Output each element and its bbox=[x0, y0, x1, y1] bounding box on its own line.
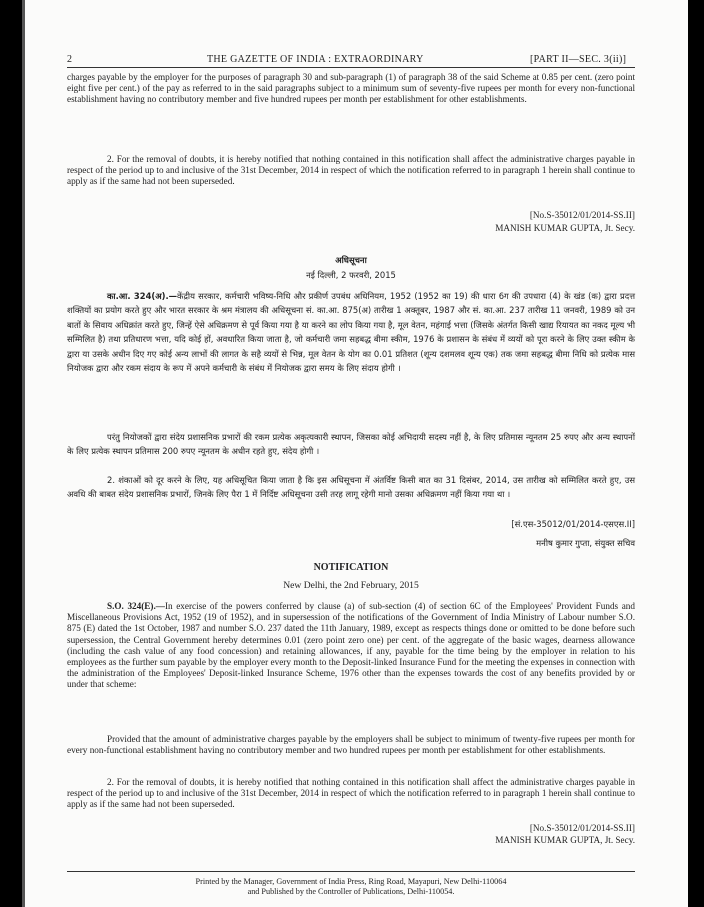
hindi-place-date: नई दिल्ली, 2 फरवरी, 2015 bbox=[306, 270, 396, 280]
english-paragraph-2-number: 2. bbox=[107, 777, 114, 787]
top-paragraph-2 bbox=[67, 154, 635, 188]
hindi-body bbox=[67, 289, 635, 375]
english-paragraph-2-text: For the removal of doubts, it is hereby notified that nothing contained in this notification shall affect the administrative charges payable in respect of the period up to and inclusive of the 31st December, 2014 in respect of which the notification referred to in paragraph 1 herein shall continue to apply as if the same had not been superseded. bbox=[67, 777, 636, 810]
english-heading: NOTIFICATION bbox=[313, 562, 389, 573]
hindi-body-text: केंद्रीय सरकार, कर्मचारी भविष्य-निधि और प्रकीर्ण उपबंध अधिनियम, 1952 (1952 का 19) की धारा 6ग की उपधारा (4) के खंड (क) द्वारा प्रदत्त शक्तियों का प्रयोग करते हुए और भारत सरकार के श्रम मंत्रालय की अधिसूचना सं. का.आ. 875(अ) तारीख 1 अक्तूबर, 1987 और सं. का.आ. 237 तारीख 11 जनवरी, 1989 को उन बातों के सिवाय अधिक्रांत करते हुए, जिन्हें ऐसे अधिक्रमण से पूर्व किया गया है या करने का लोप किया गया है, मूल वेतन, महंगाई भत्ता (जिसके अंतर्गत किसी खाद्य रियायत का नकद मूल्य भी सम्मिलित है) तथा प्रतिधारण भत्ता, यदि कोई हों, अवधारित किया जाता है, जो कर्मचारी जमा सहबद्ध बीमा स्कीम, 1976 के प्रशासन के संबंध में व्ययों को पूरा करने के लिए उक्त स्कीम के द्वारा या उसके अधीन दिए गए कोई अन्य लाभों की लागत के सहै व्ययों से भिन्न, मूल वेतन के योग का 0.01 प्रतिशत (शून्य दशमलव शून्य एक) तक जमा सहबद्ध बीमा निधि को प्रत्येक मास नियोजक द्वारा और रकम संदाय के रूप में अपने कर्मचारी के संबंध में नियोजक द्वारा समय के लिए संदाय होगी । bbox=[67, 291, 636, 374]
hindi-paragraph-2-text: शंकाओं को दूर करने के लिए, यह अधिसूचित किया जाता है कि इस अधिसूचना में अंतर्विष्ट किसी बात का 31 दिसंबर, 2014, उस तारीख को सम्मिलित करते हुए, उस अवधि की बाबत संदेय प्रशासनिक प्रभारों, जिनके लिए पैरा 1 में निर्दिष्ट अधिसूचना उसी तरह लागू रहेगी मानो उसका अधिक्रमण नहीं किया गया था । bbox=[67, 475, 635, 500]
english-paragraph-2 bbox=[67, 777, 635, 811]
footer-rule bbox=[67, 871, 635, 872]
english-proviso: Provided that the amount of administrative charges payable by the employers shall be subject to minimum of twenty-five rupees per month for every non-functional establishment having no contributory member and two hundred rupees per month per establishment for other establishments. bbox=[67, 734, 635, 756]
hindi-file-number: [सं.एस-35012/01/2014-एसएस.II] bbox=[511, 519, 635, 529]
english-so-label: S.O. 324(E).— bbox=[107, 601, 165, 611]
english-place-date: New Delhi, the 2nd February, 2015 bbox=[283, 580, 419, 591]
footer-line-2: and Published by the Controller of Publications, Delhi-110054. bbox=[247, 887, 455, 896]
english-body-text: In exercise of the powers conferred by clause (a) of sub-section (4) of section 6C of the Employees' Provident Funds and Miscellaneous Provisions Act, 1952 (19 of 1952), and in supersession of the notifications of the Government of India Ministry of Labour number S.O. 875 (E) dated the 1st October, 1987 and number S.O. 237 dated the 11th January, 1989, except as respects things done or omitted to be done before such supersession, the Central Government hereby determines 0.01 (zero point zero one) per cent. of the aggregate of the basic wages, dearness allowance (including the cash value of any food concession) and retaining allowances, if any, payable for the time being by the employer in relation to his employees as the further sum payable by the employer every month to the Deposit-linked Insurance Fund for the meeting the expenses in connection with the administration of the Employees' Deposit-linked Insurance Scheme, 1976 other than the expenses towards the cost of any benefits provided by or under that scheme: bbox=[67, 601, 635, 690]
hindi-so-label: का.आ. 324(अ).— bbox=[107, 291, 178, 301]
gazette-title: THE GAZETTE OF INDIA : EXTRAORDINARY bbox=[207, 54, 424, 65]
hindi-heading: अधिसूचना bbox=[335, 255, 367, 265]
hindi-proviso: परंतु नियोजकों द्वारा संदेय प्रशासनिक प्रभारों की रकम प्रत्येक अकृत्यकारी स्थापन, जिसका कोई अभिदायी सदस्य नहीं है, के लिए प्रतिमास न्यूनतम 25 रुपए और अन्य स्थापनों के लिए प्रत्येक स्थापन प्रतिमास 200 रुपए न्यूनतम के अधीन रहते हुए, संदेय होगी । bbox=[67, 432, 635, 457]
header-rule bbox=[67, 67, 635, 68]
gazette-page bbox=[22, 0, 688, 907]
english-body bbox=[67, 601, 635, 691]
gazette-part: [PART II—SEC. 3(ii)] bbox=[530, 54, 627, 65]
hindi-signatory: मनीष कुमार गुप्ता, संयुक्त सचिव bbox=[536, 538, 635, 548]
english-signatory: MANISH KUMAR GUPTA, Jt. Secy. bbox=[495, 835, 635, 845]
top-paragraph-2-text: For the removal of doubts, it is hereby notified that nothing contained in this notification shall affect the administrative charges payable in respect of the period up to and inclusive of the 31st December, 2014 in respect of which the notification referred to in paragraph 1 herein shall continue to apply as if the same had not been superseded. bbox=[67, 154, 636, 187]
top-file-number: [No.S-35012/01/2014-SS.II] bbox=[529, 210, 635, 220]
page-number: 2 bbox=[67, 54, 73, 65]
top-signatory: MANISH KUMAR GUPTA, Jt. Secy. bbox=[495, 223, 635, 233]
page-edge bbox=[22, 0, 25, 907]
continuation-paragraph: charges payable by the employer for the purposes of paragraph 30 and sub-paragraph (1) of paragraph 38 of the said Scheme at 0.85 per cent. (zero point eight five per cent.) of the pay as referred to in the said paragraphs subject to a minimum sum of seventy-five rupees per month for every non-functional establishment having no contributory member and five hundred rupees per month per establishment for other establishments. bbox=[67, 72, 635, 105]
english-file-number: [No.S-35012/01/2014-SS.II] bbox=[529, 823, 635, 833]
footer-line-1: Printed by the Manager, Government of India Press, Ring Road, Mayapuri, New Delhi-110064 bbox=[195, 877, 507, 886]
top-paragraph-2-number: 2. bbox=[107, 154, 114, 164]
hindi-paragraph-2 bbox=[67, 473, 635, 502]
hindi-paragraph-2-number: 2. bbox=[107, 475, 115, 485]
